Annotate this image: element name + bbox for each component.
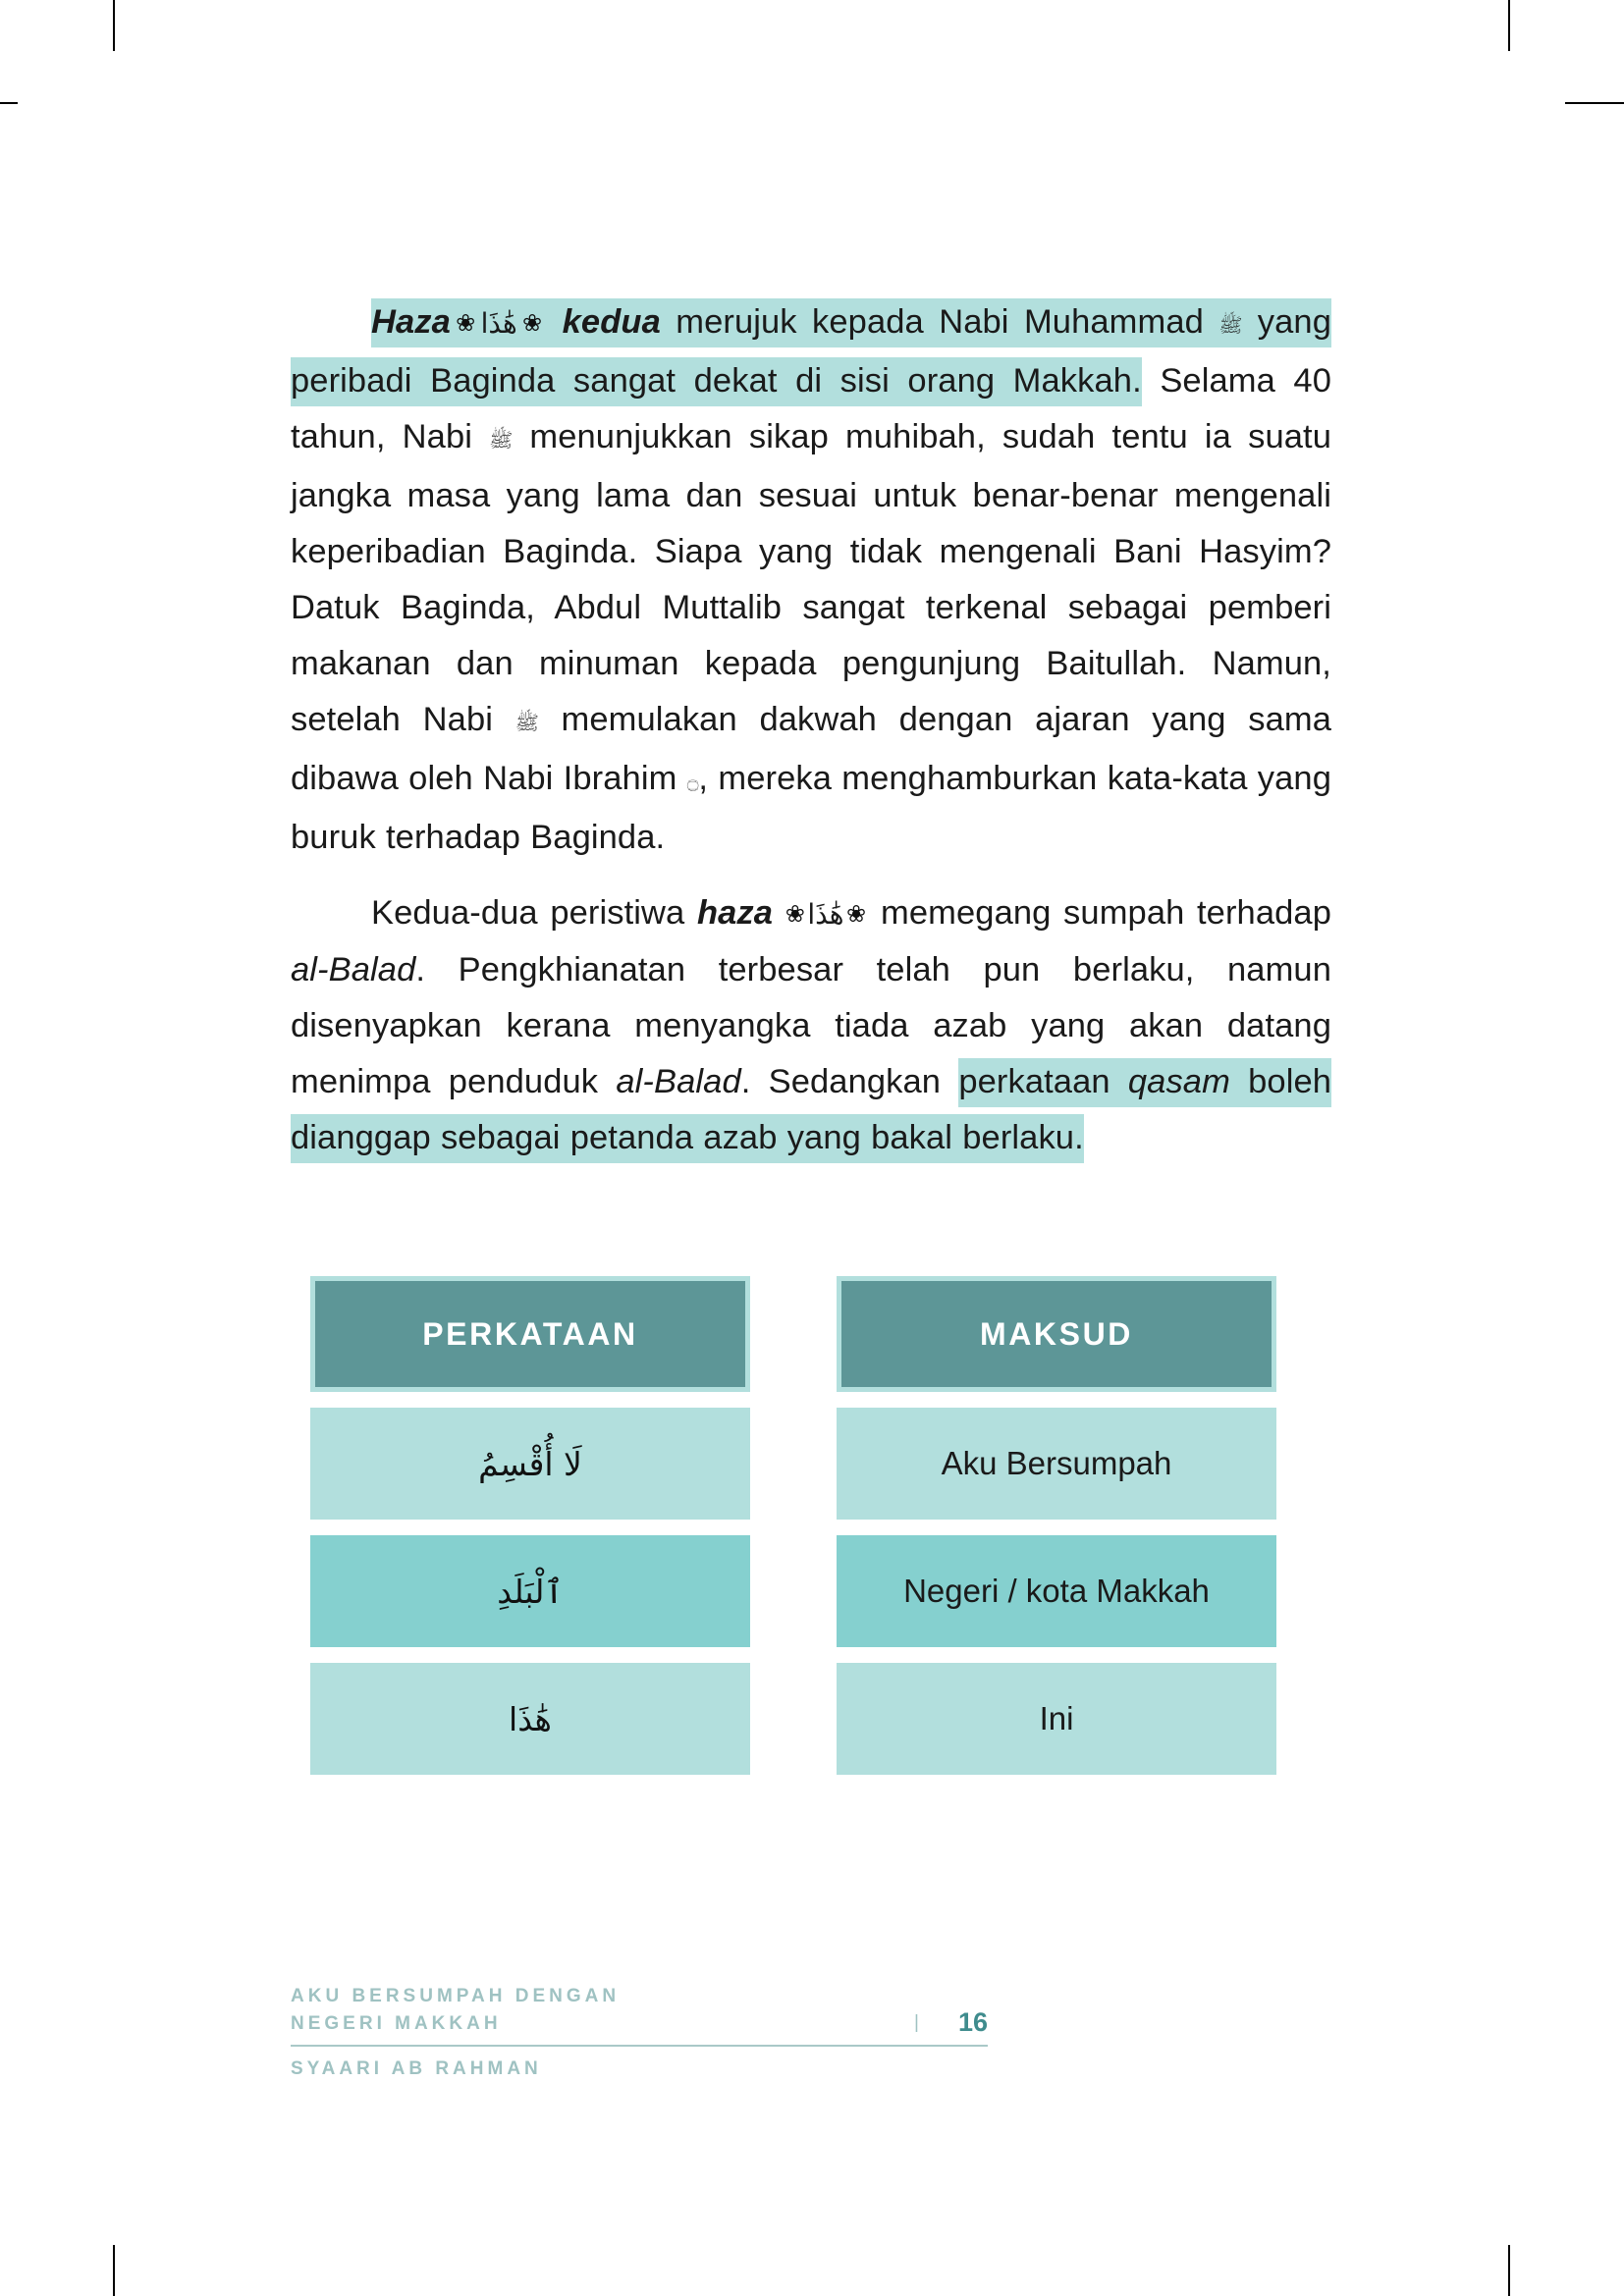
footer-top-row: [291, 1983, 988, 2045]
paragraph-1-seg-6b: menunjukkan sikap muhibah, sudah tentu ia suatu jangka masa yang lama dan sesuai untuk benar-benar mengenali keperibadian Baginda. Siapa yang tidak mengenali Bani Hasyim? Datuk Baginda, Abdul Muttalib sangat terkenal sebagai pemberi makanan dan minuman kepada pengunjung Baitullah. Namun, setelah Nabi: [291, 418, 1331, 738]
footer-book-title-line-2: NEGERI MAKKAH: [291, 2013, 502, 2034]
crop-mark-bottom-right-vertical: [1508, 2245, 1510, 2296]
ornament-right-1: ❀: [516, 310, 548, 337]
comparison-table: [310, 1276, 1312, 1775]
paragraph-1-text: [291, 294, 1331, 866]
crop-mark-top-left-vertical: [113, 0, 115, 51]
body-paragraph-1: [291, 294, 1331, 866]
crop-mark-top-right-vertical: [1508, 0, 1510, 51]
paragraph-1-seg-4: merujuk kepada Nabi Muhammad: [676, 303, 1204, 341]
cell-maksud-ini: Ini: [1039, 1700, 1074, 1736]
page-footer: [291, 1983, 988, 2080]
cell-arabic-la-uqsimu: لَا أُقْسِمُ: [478, 1444, 582, 1483]
paragraph-1-seg-6a: Selama 40 tahun, Nabi: [291, 362, 1331, 455]
cell-arabic-al-balad: ٱلْبَلَدِ: [497, 1572, 564, 1611]
crop-mark-bottom-left-vertical: [113, 2245, 115, 2296]
cell-maksud-aku-bersumpah: Aku Bersumpah: [941, 1445, 1172, 1481]
table-column-perkataan: [310, 1276, 750, 1775]
footer-book-title-line-1: AKU BERSUMPAH DENGAN: [291, 1986, 621, 2006]
crop-mark-top-right-horizontal: [1565, 102, 1624, 104]
body-paragraph-2: [291, 885, 1331, 1166]
ornament-left-2: ❀: [785, 901, 808, 928]
footer-page-group: [914, 2007, 988, 2038]
term-haza-2: haza: [696, 894, 774, 932]
footer-separator: |: [914, 2011, 919, 2033]
term-qasam: qasam: [1127, 1063, 1230, 1100]
table-row: [310, 1663, 750, 1775]
paragraph-2-text: [291, 885, 1331, 1166]
cell-maksud-negeri-kota-makkah: Negeri / kota Makkah: [903, 1573, 1210, 1609]
table-row: [837, 1535, 1276, 1647]
cell-arabic-haza: هَٰذَا: [509, 1699, 552, 1738]
arabic-haza-2: هَٰذَا: [807, 898, 844, 931]
table-row: [837, 1408, 1276, 1520]
footer-book-title: [291, 1983, 620, 2038]
paragraph-1-seg-6c: memulakan dakwah dengan ajaran yang sama dibawa oleh Nabi Ibrahim: [291, 701, 1331, 797]
crop-mark-top-left-horizontal: [0, 102, 18, 104]
honorific-sallallahu-icon-2: ﷺ: [489, 428, 514, 452]
paragraph-2-seg-9: perkataan: [958, 1063, 1110, 1100]
table-header-maksud: [837, 1276, 1276, 1392]
honorific-sallallahu-icon-1: ﷺ: [1218, 313, 1243, 337]
table-row: [310, 1535, 750, 1647]
table-row: [837, 1663, 1276, 1775]
page-content: [291, 0, 1331, 2296]
paragraph-2-seg-6: . Pengkhianatan terbesar telah pun berlaku, namun disenyapkan kerana menyangka tiada azab yang akan datang menimpa penduduk: [291, 951, 1331, 1100]
table-header-maksud-label: MAKSUD: [979, 1315, 1134, 1352]
paragraph-2-seg-4: memegang sumpah terhadap: [881, 894, 1331, 932]
footer-page-number: 16: [957, 2007, 988, 2037]
term-al-balad-1: al-Balad: [291, 951, 416, 988]
table-header-perkataan-label: PERKATAAN: [422, 1315, 638, 1352]
table-column-maksud: [837, 1276, 1276, 1775]
paragraph-1-seg-6d: , mereka menghamburkan kata-kata yang buruk terhadap Baginda.: [291, 760, 1331, 856]
table-header-perkataan: [310, 1276, 750, 1392]
ornament-left-1: ❀: [450, 310, 481, 337]
arabic-haza-1: هَٰذَا: [480, 307, 517, 340]
paragraph-2-seg-1: Kedua-dua peristiwa: [371, 894, 685, 932]
term-al-balad-2: al-Balad: [616, 1063, 741, 1100]
footer-author: SYAARI AB RAHMAN: [291, 2058, 542, 2079]
table-row: [310, 1408, 750, 1520]
honorific-alayhissalam-icon: ۝: [686, 770, 699, 793]
ornament-right-2: ❀: [843, 901, 869, 928]
term-kedua: kedua: [562, 303, 661, 341]
paragraph-2-seg-8: . Sedangkan: [740, 1063, 942, 1100]
term-haza: Haza: [371, 303, 451, 341]
paragraph-1-seg-5: yang peribadi Baginda sangat dekat di sisi orang Makkah.: [291, 303, 1331, 400]
honorific-sallallahu-icon-3: ﷺ: [514, 711, 539, 734]
paragraph-2-seg-11: boleh dianggap sebagai petanda azab yang bakal berlaku.: [291, 1063, 1332, 1156]
